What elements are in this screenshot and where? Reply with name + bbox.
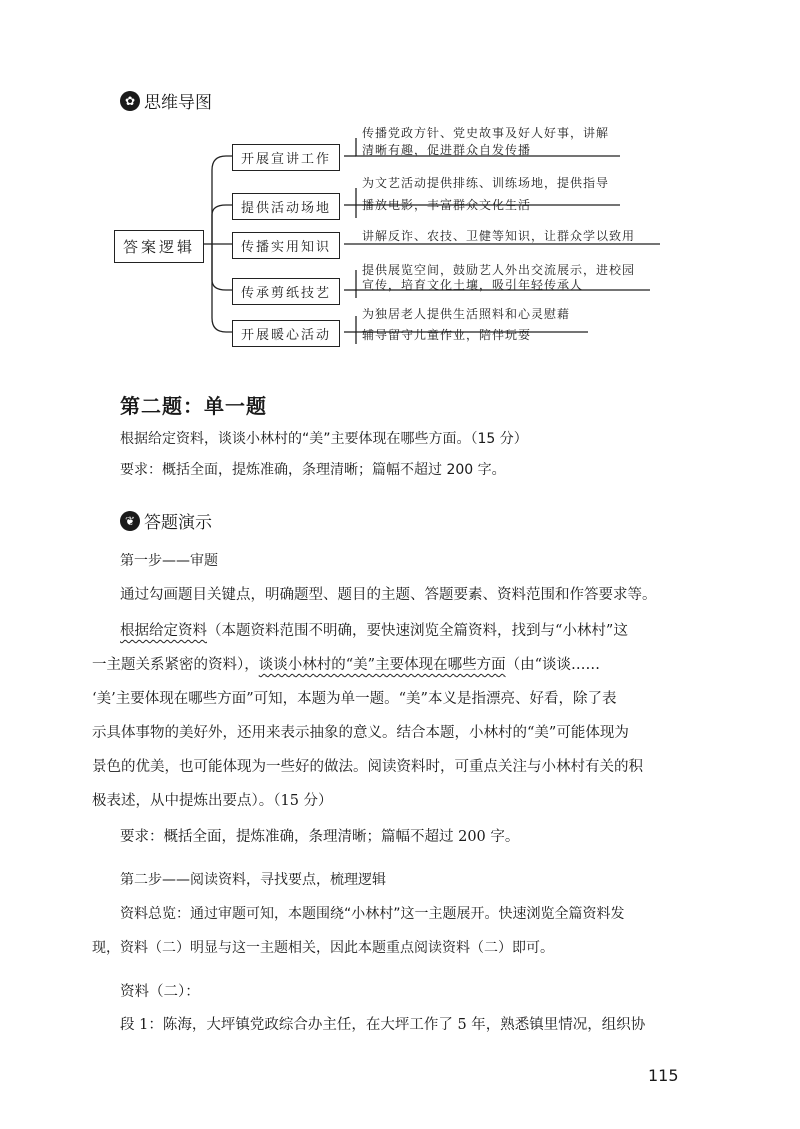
branch-2-detail-2: 播放电影，丰富群众文化生活: [362, 198, 532, 212]
key-phrase-1: 根据给定资料: [120, 623, 207, 639]
page-number: 115: [648, 1066, 679, 1085]
question-title: 第二题：单一题: [120, 394, 267, 418]
step1-title: 第一步——审题: [120, 553, 218, 569]
branch-2: 提供活动场地: [232, 193, 340, 220]
step1-paragraph-2-line-6: 极表述，从中提炼出要点）。（15 分）: [92, 793, 333, 809]
branch-1-detail-1: 传播党政方针、党史故事及好人好事，讲解: [362, 126, 610, 140]
mindmap-heading-text: 思维导图: [144, 93, 212, 113]
demo-heading-text: 答题演示: [144, 513, 212, 533]
branch-1: 开展宣讲工作: [232, 144, 340, 171]
step1-paragraph-2-line-2: 一主题关系紧密的资料），谈谈小林村的“美”主要体现在哪些方面（由“谈谈……: [92, 657, 600, 673]
step1-paragraph-2-line-1: 根据给定资料（本题资料范围不明确，要快速浏览全篇资料，找到与“小林村”这: [120, 623, 628, 639]
sprout-icon: ❦: [120, 511, 140, 531]
mindmap-root: 答案逻辑: [114, 230, 204, 263]
flower-icon: ✿: [120, 91, 140, 111]
demo-heading: [120, 508, 212, 533]
step1-paragraph-3: 要求：概括全面，提炼准确，条理清晰；篇幅不超过 200 字。: [120, 829, 520, 845]
step1-paragraph-2-line-5: 景色的优美，也可能体现为一些好的做法。阅读资料时，可重点关注与小林村有关的积: [92, 759, 643, 775]
branch-2-detail-1: 为文艺活动提供排练、训练场地，提供指导: [362, 176, 610, 190]
branch-5-detail-2: 辅导留守儿童作业，陪伴玩耍: [362, 328, 532, 342]
step1-paragraph-2-line-4: 示具体事物的美好外，还用来表示抽象的意义。结合本题，小林村的“美”可能体现为: [92, 725, 629, 741]
overview-line-2: 现，资料（二）明显与这一主题相关，因此本题重点阅读资料（二）即可。: [92, 940, 554, 956]
branch-3-detail-1: 讲解反诈、农技、卫健等知识，让群众学以致用: [362, 229, 636, 243]
branch-4-detail-2: 宣传，培育文化土壤，吸引年轻传承人: [362, 278, 584, 292]
question-prompt: 根据给定资料，谈谈小林村的“美”主要体现在哪些方面。（15 分）: [120, 431, 528, 447]
overview-line-1: 资料总览：通过审题可知，本题围绕“小林村”这一主题展开。快速浏览全篇资料发: [120, 906, 625, 922]
step1-paragraph-1: 通过勾画题目关键点，明确题型、题目的主题、答题要素、资料范围和作答要求等。: [120, 587, 657, 603]
step1-paragraph-2-line-3: ‘美’主要体现在哪些方面”可知，本题为单一题。“美”本义是指漂亮、好看，除了表: [92, 691, 617, 707]
key-phrase-2: 谈谈小林村的“美”主要体现在哪些方面: [258, 657, 506, 673]
branch-5: 开展暖心活动: [232, 320, 340, 347]
branch-5-detail-1: 为独居老人提供生活照料和心灵慰藉: [362, 307, 571, 321]
material-label: 资料（二）：: [120, 984, 200, 1000]
step2-title: 第二步——阅读资料，寻找要点，梳理逻辑: [120, 872, 386, 888]
branch-4-detail-1: 提供展览空间，鼓励艺人外出交流展示，进校园: [362, 263, 636, 277]
branch-4: 传承剪纸技艺: [232, 278, 340, 305]
question-requirement: 要求：概括全面，提炼准确，条理清晰；篇幅不超过 200 字。: [120, 462, 506, 478]
branch-1-detail-2: 清晰有趣，促进群众自发传播: [362, 143, 532, 157]
material-paragraph-1: 段 1：陈海，大坪镇党政综合办主任，在大坪工作了 5 年，熟悉镇里情况，组织协: [120, 1017, 646, 1033]
branch-3: 传播实用知识: [232, 232, 340, 259]
